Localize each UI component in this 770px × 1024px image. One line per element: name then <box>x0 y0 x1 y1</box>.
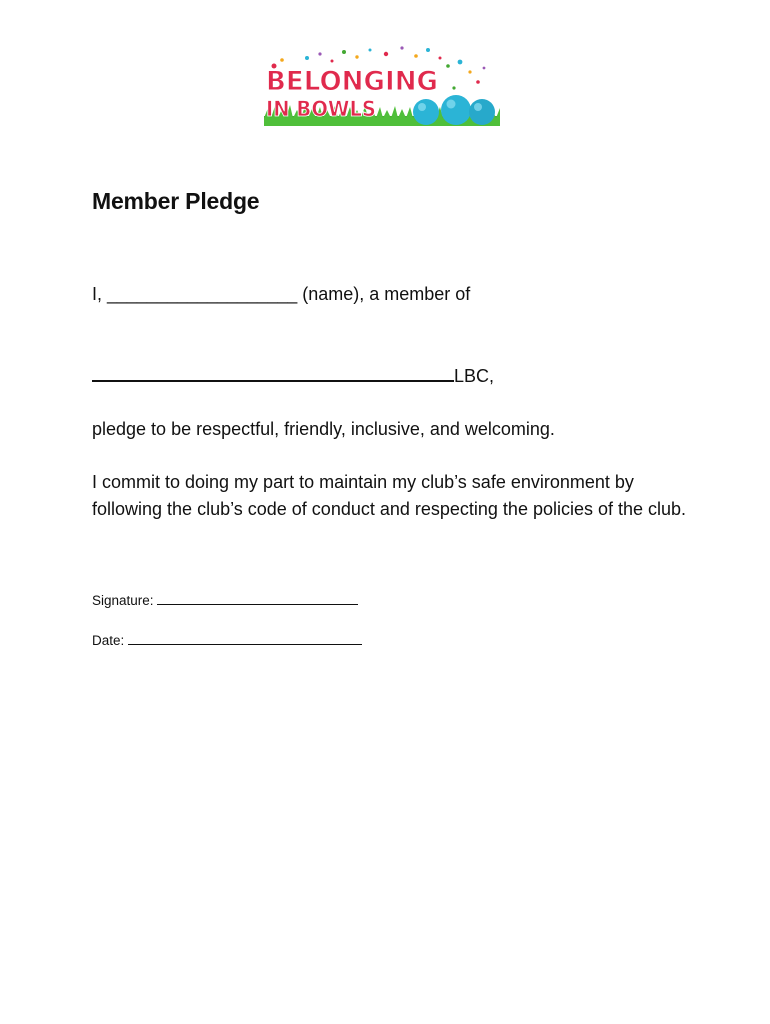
signature-label: Signature: <box>92 593 154 608</box>
signature-blank <box>157 593 358 605</box>
logo-graphic <box>262 44 504 132</box>
signature-line <box>92 593 358 608</box>
bowls-ball-icon <box>413 95 495 125</box>
date-blank <box>128 633 362 645</box>
club-line-suffix: LBC, <box>454 366 495 386</box>
name-line-prefix: I, <box>92 284 108 304</box>
page-title: Member Pledge <box>92 188 260 214</box>
date-line <box>92 633 362 648</box>
date-label: Date: <box>92 633 125 648</box>
name-line <box>92 284 470 305</box>
name-line-suffix: (name), a member of <box>297 284 471 304</box>
name-blank: ___________________ <box>107 284 298 304</box>
belonging-in-bowls-logo <box>262 44 504 132</box>
commitment-statement: I commit to doing my part to maintain my club’s safe environment by following the club’s code of conduct and respecting the policies of the club. <box>92 472 687 519</box>
logo-line2: IN BOWLS <box>266 97 376 121</box>
logo-line1: BELONGING <box>266 66 438 97</box>
club-line <box>92 365 494 387</box>
pledge-statement: pledge to be respectful, friendly, inclusive, and welcoming. <box>92 419 555 439</box>
club-name-blank <box>92 365 454 382</box>
